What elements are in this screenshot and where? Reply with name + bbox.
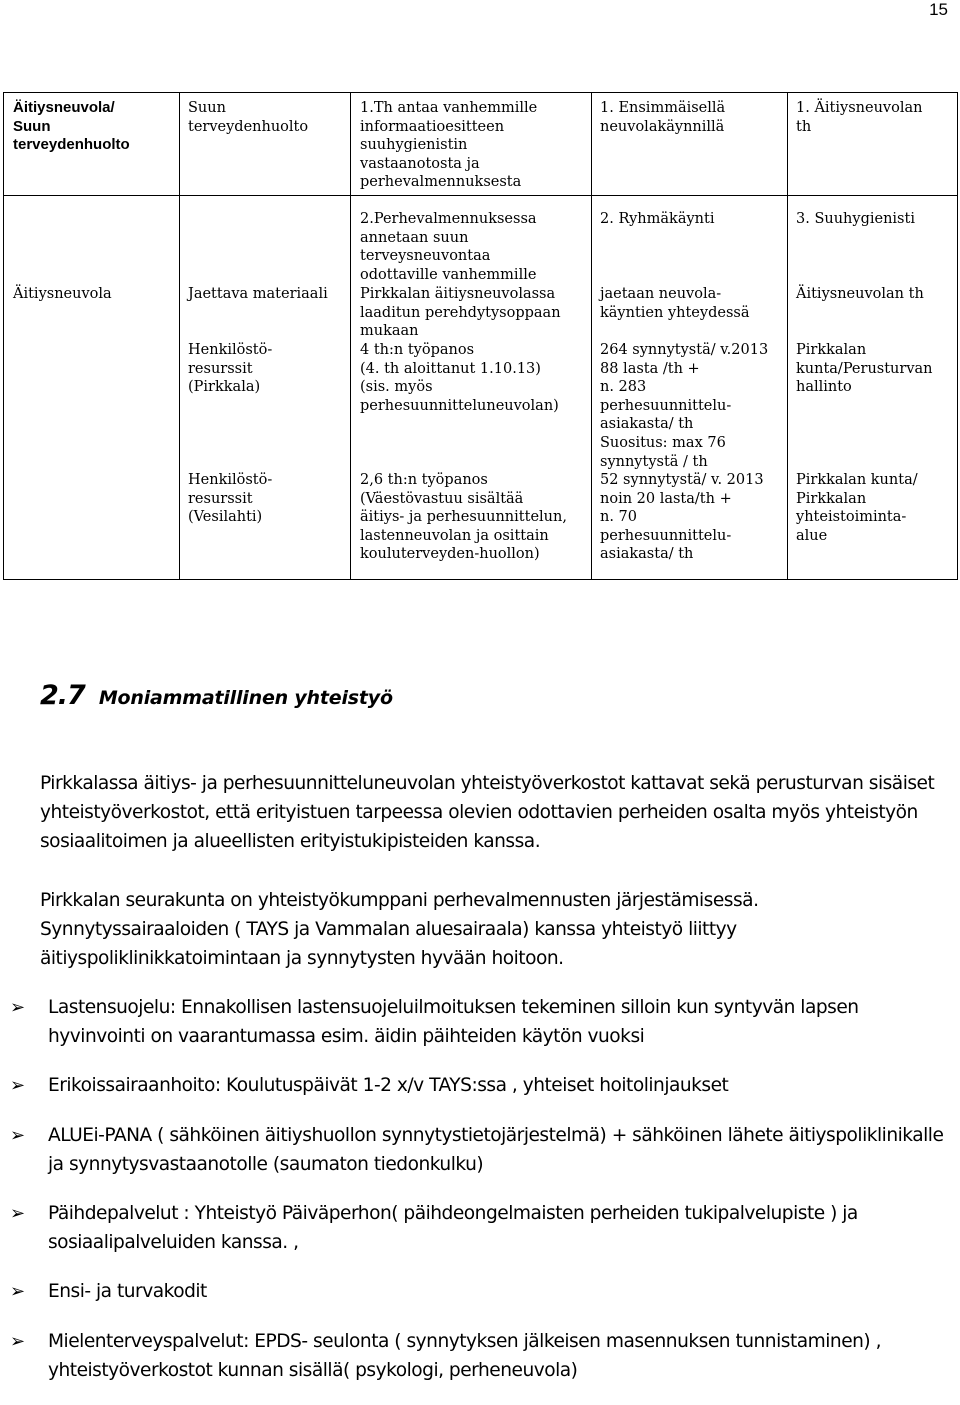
arrowhead-bullet-icon: ➢ [10,1330,25,1352]
arrowhead-bullet-icon: ➢ [10,997,25,1018]
table-cell-action: 2.Perhevalmennuksessa annetaan suun terveysneuvontaa odottaville vanhemmille [360,211,537,283]
arrowhead-bullet-icon: ➢ [10,1124,25,1146]
table-cell-timing: 264 synnytystä/ v.2013 88 lasta /th + n. 283 perhesuunnittelu- asiakasta/ th Suositus: max 76 synnytystä / th [600,342,769,470]
table-cell-subject: Jaettava materiaali [188,286,328,302]
table-cell-responsible: Äitiysneuvolan th [796,286,924,302]
table-column-divider [350,93,351,579]
list-item [10,1121,950,1179]
page-number: 15 [929,0,948,19]
table-cell-responsible: 3. Suuhygienisti [796,211,915,227]
list-item [10,1277,950,1306]
section-title: Moniammatillinen yhteistyö [98,687,393,709]
list-item [10,1199,950,1257]
table-cell-subject: Henkilöstö- resurssit (Pirkkala) [188,342,273,396]
list-item [10,993,950,1051]
list-item-text: Erikoissairaanhoito: Koulutuspäivät 1-2 x/v TAYS:ssa , yhteiset hoitolinjaukset [48,1075,729,1097]
table-row-divider [4,195,957,196]
arrowhead-bullet-icon: ➢ [10,1281,25,1303]
table-cell-action: 2,6 th:n työpanos (Väestövastuu sisältää äitiys- ja perhesuunnittelun, lastenneuvolan ja osittain kouluterveyden-huollon) [360,472,567,563]
list-item-text: Lastensuojelu: Ennakollisen lastensuojeluilmoituksen tekeminen silloin kun syntyvän lapsen hyvinvointi on vaarantumassa esim. äidin päihteiden käytön vuoksi [48,997,859,1048]
list-item-text: Mielenterveyspalvelut: EPDS- seulonta ( synnytyksen jälkeisen masennuksen tunnistaminen) , yhteistyöverkostot kunnan sisällä( psykologi, perheneuvola) [48,1330,881,1381]
list-item-text: ALUEi-PANA ( sähköinen äitiyshuollon synnytystietojärjestelmä) + sähköinen lähete äitiyspoliklinikalle ja synnytysvastaanotolle (saumaton tiedonkulku) [48,1124,944,1175]
table-cell-action: 4 th:n työpanos (4. th aloittanut 1.10.13) (sis. myös perhesuunnitteluneuvolan) [360,342,559,414]
bullet-list [10,993,950,1405]
list-item [10,1327,950,1385]
table-cell-header-category: Äitiysneuvola [13,286,112,302]
table-cell-responsible: Pirkkalan kunta/ Pirkkalan yhteistoiminta- alue [796,472,918,544]
table-cell-timing: 52 synnytystä/ v. 2013 noin 20 lasta/th + n. 70 perhesuunnittelu- asiakasta/ th [600,472,764,563]
list-item [10,1071,950,1100]
table-cell-timing: 1. Ensimmäisellä neuvolakäynnillä [600,100,726,135]
list-item-text: Päihdepalvelut : Yhteistyö Päiväperhon( päihdeongelmaisten perheiden tukipalvelupiste ) ja sosiaalipalveluiden kanssa. , [48,1203,858,1254]
paragraph: Synnytyssairaaloiden ( TAYS ja Vammalan aluesairaala) kanssa yhteistyö liittyy äitiyspoliklinikkatoimintaan ja synnytysten hyvään hoitoon. [40,919,737,970]
collaboration-table [3,92,958,580]
table-cell-timing: 2. Ryhmäkäynti [600,211,715,227]
table-cell-subject: Suun terveydenhuolto [188,100,309,135]
table-cell-responsible: Pirkkalan kunta/Perusturvan hallinto [796,342,933,396]
table-cell-subject: Henkilöstö- resurssit (Vesilahti) [188,472,273,526]
arrowhead-bullet-icon: ➢ [10,1075,25,1097]
section-heading [40,680,393,711]
table-cell-header-category: Äitiysneuvola/ Suun terveydenhuolto [13,99,130,154]
section-number: 2.7 [40,680,85,711]
table-column-divider [179,93,180,579]
table-column-divider [591,93,592,579]
table-cell-responsible: 1. Äitiysneuvolan th [796,100,923,135]
list-item-text: Ensi- ja turvakodit [48,1281,207,1303]
paragraph: Pirkkalan seurakunta on yhteistyökumppani perhevalmennusten järjestämisessä. [40,890,759,911]
table-column-divider [787,93,788,579]
table-cell-timing: jaetaan neuvola- käyntien yhteydessä [600,286,750,321]
arrowhead-bullet-icon: ➢ [10,1203,25,1225]
table-cell-action: Pirkkalan äitiysneuvolassa laaditun perehdytysoppaan mukaan [360,286,561,340]
paragraph: Pirkkalassa äitiys- ja perhesuunnitteluneuvolan yhteistyöverkostot kattavat sekä perusturvan sisäiset yhteistyöverkostot, että erityistuen tarpeessa olevien odottavien perheiden osalta myös yhteistyön sosiaalitoimen ja alueellisten erityistukipisteiden kanssa. [40,773,935,853]
table-cell-action: 1.Th antaa vanhemmille informaatioesitteen suuhygienistin vastaanotosta ja perhevalmennuksesta [360,100,538,191]
